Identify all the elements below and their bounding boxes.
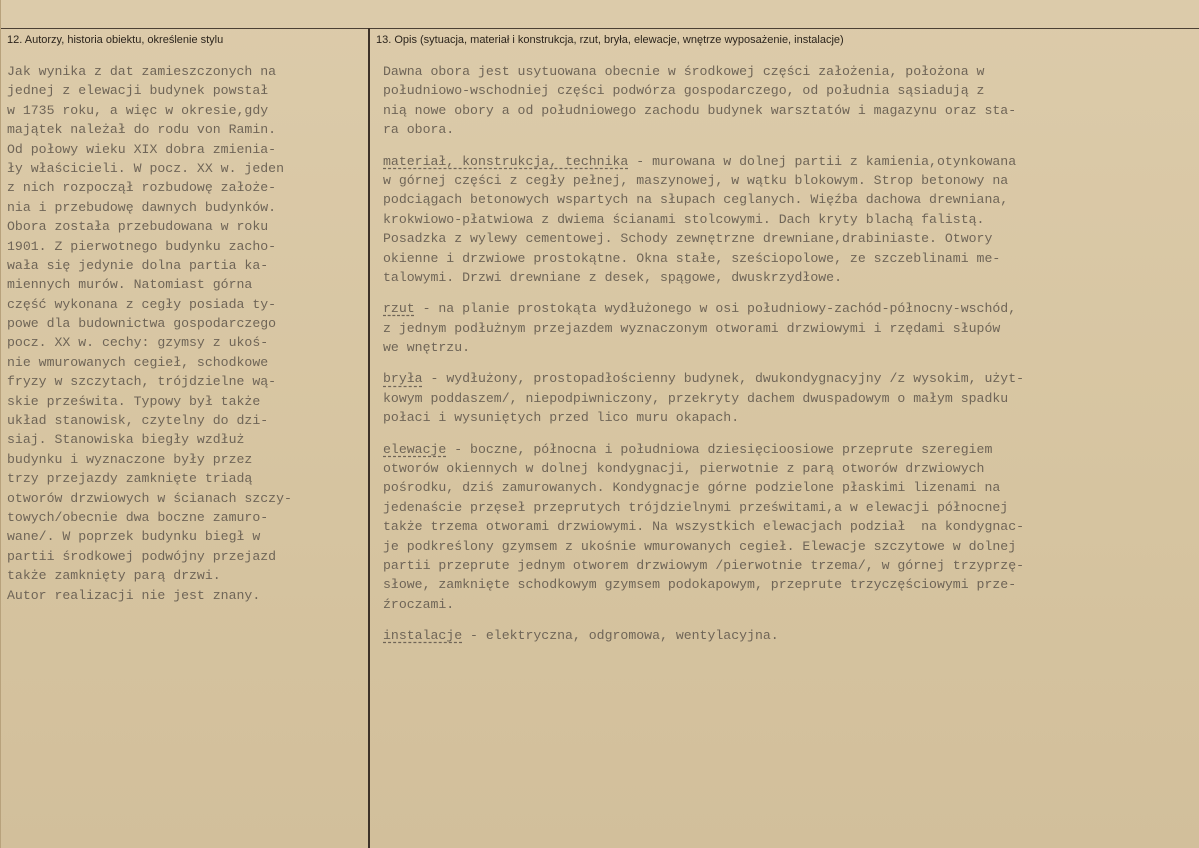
- history-line: jednej z elewacji budynek powstał: [7, 83, 269, 99]
- history-line: układ stanowisk, czytelny do dzi-: [7, 413, 269, 429]
- paragraph-line-text: - wydłużony, prostopadłościenny budynek, dwukondygnacyjny /z wysokim, użyt-: [422, 371, 1025, 387]
- history-line: ły właścicieli. W pocz. XX w. jeden: [7, 160, 284, 176]
- history-text: [7, 62, 365, 605]
- history-line: 1901. Z pierwotnego budynku zacho-: [7, 238, 277, 254]
- history-line: skie prześwita. Typowy był także: [7, 393, 261, 409]
- history-line: pocz. XX w. cechy: gzymsy z ukoś-: [7, 335, 269, 351]
- history-line: wała się jedynie dolna partia ka-: [7, 257, 269, 273]
- top-rule: [1, 28, 1199, 29]
- section-12-header: 12. Autorzy, historia obiektu, określenie stylu: [7, 34, 224, 46]
- description-line: podciągach betonowych wspartych na słupach ceglanych. Więźba dachowa drewniana,: [383, 192, 1009, 208]
- paragraph-first-line: [383, 440, 1198, 459]
- column-divider: [368, 28, 370, 848]
- description-paragraph: [383, 626, 1198, 645]
- description-line: Posadzka z wylewy cementowej. Schody zewnętrzne drewniane,drabiniaste. Otwory: [383, 231, 993, 247]
- section-13-header: 13. Opis (sytuacja, materiał i konstrukcja, rzut, bryła, elewacje, wnętrze wyposażenie, instalacje): [376, 34, 844, 46]
- paragraph-gap: [383, 614, 1198, 626]
- paragraph-gap: [383, 428, 1198, 440]
- description-line: je podkreślony gzymsem z ukośnie wmurowanych cegieł. Elewacje szczytowe w dolnej: [383, 538, 1017, 554]
- description-line: kowym poddaszem/, niepodpiwniczony, przekryty dachem dwuspadowym o małym spadku: [383, 390, 1009, 406]
- history-line: Od połowy wieku XIX dobra zmienia-: [7, 141, 277, 157]
- description-line: jedenaście przęseł przeprutych trójdzielnymi prześwitami,a w elewacji północnej: [383, 499, 1009, 515]
- history-line: miennych murów. Natomiast górna: [7, 277, 253, 293]
- paragraph-first-line: [383, 152, 1198, 171]
- description-line: także trzema otworami drzwiowymi. Na wszystkich elewacjach podział na kondygnac-: [383, 519, 1025, 535]
- paragraph-first-line: [383, 626, 1198, 645]
- description-line: partii przeprute jednym otworem drzwiowym /pierwotnie trzema/, w górnej trzyprzę-: [383, 557, 1025, 573]
- paragraph-gap: [383, 140, 1198, 152]
- history-line: nia i przebudowę dawnych budynków.: [7, 199, 277, 215]
- description-line: ra obora.: [383, 122, 455, 138]
- description-text: [383, 62, 1198, 646]
- paragraph-label: rzut: [383, 301, 415, 317]
- paragraph-label: materiał, konstrukcja, technika: [383, 153, 629, 169]
- description-line: z jednym podłużnym przejazdem wyznaczonym otworami drzwiowymi i rzędami słupów: [383, 320, 1001, 336]
- paragraph-line-text: - na planie prostokąta wydłużonego w osi południowy-zachód-północny-wschód,: [414, 301, 1017, 317]
- history-line: Jak wynika z dat zamieszczonych na: [7, 64, 277, 79]
- history-line: otworów drzwiowych w ścianach szczy-: [7, 490, 292, 506]
- history-line: partii środkowej podwójny przejazd: [7, 548, 277, 564]
- history-line: nie wmurowanych cegieł, schodkowe: [7, 354, 269, 370]
- description-paragraph: [383, 299, 1198, 357]
- paragraph-label: elewacje: [383, 441, 447, 457]
- history-line: część wykonana z cegły posiada ty-: [7, 296, 277, 312]
- history-line: Autor realizacji nie jest znany.: [7, 587, 261, 603]
- history-line: z nich rozpoczął rozbudowę założe-: [7, 180, 277, 196]
- paragraph-gap: [383, 287, 1198, 299]
- paragraph-line-text: - elektryczna, odgromowa, wentylacyjna.: [462, 628, 779, 644]
- description-line: źroczami.: [383, 596, 455, 612]
- description-line: talowymi. Drzwi drewniane z desek, spągowe, dwuskrzydłowe.: [383, 269, 842, 285]
- description-line: otworów okiennych w dolnej kondygnacji, pierwotnie z parą otworów drzwiowych: [383, 461, 985, 477]
- history-line: trzy przejazdy zamknięte triadą: [7, 471, 253, 487]
- paragraph-first-line: [383, 369, 1198, 388]
- paragraph-first-line: [383, 299, 1198, 318]
- description-line: w górnej części z cegły pełnej, maszynowej, w wątku blokowym. Strop betonowy na: [383, 172, 1009, 188]
- history-line: Obora została przebudowana w roku: [7, 219, 269, 235]
- paragraph-line-text: - boczne, północna i południowa dziesięcioosiowe przeprute szeregiem: [446, 441, 993, 457]
- description-line: nią nowe obory a od południowego zachodu budynek warsztatów i magazynu oraz sta-: [383, 102, 1017, 118]
- description-line: południowo-wschodniej części podwórza gospodarczego, od południa sąsiadują z: [383, 83, 985, 99]
- description-line: we wnętrzu.: [383, 340, 471, 356]
- history-line: majątek należał do rodu von Ramin.: [7, 122, 277, 138]
- description-paragraph: [383, 369, 1198, 427]
- paragraph-label: bryła: [383, 371, 423, 387]
- history-line: także zamknięty parą drzwi.: [7, 568, 221, 584]
- description-paragraph: [383, 62, 1198, 140]
- description-line: połaci i wysuniętych przed lico muru okapach.: [383, 410, 740, 426]
- paragraph-gap: [383, 357, 1198, 369]
- history-line: towych/obecnie dwa boczne zamuro-: [7, 509, 269, 525]
- description-paragraph: [383, 440, 1198, 615]
- history-line: budynku i wyznaczone były przez: [7, 451, 253, 467]
- description-line: pośrodku, dziś zamurowanych. Kondygnacje górne podzielone płaskimi lizenami na: [383, 480, 1001, 496]
- description-line: krokwiowo-płatwiowa z dwiema ścianami stolcowymi. Dach kryty blachą falistą.: [383, 211, 985, 227]
- description-line: Dawna obora jest usytuowana obecnie w środkowej części założenia, położona w: [383, 64, 985, 79]
- history-line: powe dla budownictwa gospodarczego: [7, 316, 277, 332]
- history-line: w 1735 roku, a więc w okresie,gdy: [7, 102, 269, 118]
- paragraph-line-text: - murowana w dolnej partii z kamienia,otynkowana: [628, 153, 1017, 169]
- description-line: słowe, zamknięte schodkowym gzymsem podokapowym, przeprute trzyczęściowymi prze-: [383, 577, 1017, 593]
- history-line: fryzy w szczytach, trójdzielne wą-: [7, 374, 277, 390]
- history-line: wane/. W poprzek budynku biegł w: [7, 529, 261, 545]
- history-line: siaj. Stanowiska biegły wzdłuż: [7, 432, 245, 448]
- description-paragraph: [383, 152, 1198, 288]
- paragraph-label: instalacje: [383, 628, 463, 644]
- description-line: okienne i drzwiowe prostokątne. Okna stałe, sześciopolowe, ze szczeblinami me-: [383, 250, 1001, 266]
